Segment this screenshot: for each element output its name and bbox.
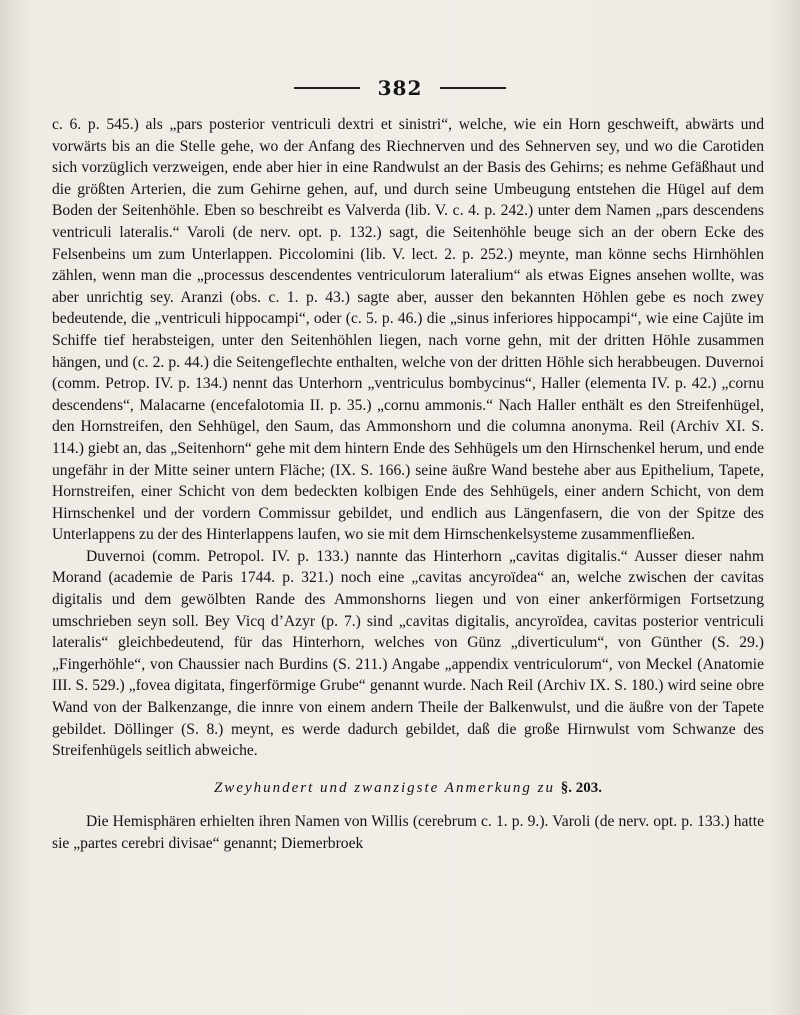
paragraph-hemisphaeren: Die Hemisphären erhielten ihren Namen von Willis (cerebrum c. 1. p. 9.). Varoli (de nerv. opt. p. 133.) hatte sie „partes cerebri divisae“ genannt; Diemerbroek (52, 813, 764, 852)
section-heading-text: Zweyhundert und zwanzigste Anmerkung zu (213, 779, 556, 796)
section-heading (52, 778, 764, 800)
header-rule-left (294, 87, 360, 89)
section-heading-ref: §. 203. (560, 779, 603, 796)
page-number: 382 (377, 76, 423, 100)
page-header (0, 72, 800, 104)
page-body (52, 114, 764, 855)
paragraph-continued: c. 6. p. 545.) als „pars posterior ventriculi dextri et sinistri“, welche, wie ein Horn geschweift, abwärts und vorwärts bis an die Stelle gehe, wo der Anfang des Riechnerven und des Sehnerven sey, und wo die Carotiden sich vorzüglich verzweigen, ende aber hier in eine Randwulst an der Basis des Gehirns; es nehme Gefäßhaut und die größten Arterien, die zum Gehirne gehen, auf, und durch seine Umbeugung entstehen die Hügel auf dem Boden der Seitenhöhle. Eben so beschreibt es Valverda (lib. V. c. 4. p. 242.) unter dem Namen „pars descendens ventriculi lateralis.“ Varoli (de nerv. opt. p. 132.) sagt, die Seitenhöhle beuge sich an der obern Ecke des Felsenbeins um zum Unterlappen. Piccolomini (lib. V. lect. 2. p. 252.) meynte, man könne sechs Hirnhöhlen zählen, wenn man die „processus descendentes ventriculorum lateralium“ als etwas Eignes ansehen wollte, was aber unrichtig sey. Aranzi (obs. c. 1. p. 43.) sagte aber, ausser den bekannten Höhlen gebe es noch zwey bedeutende, die „ventriculi hippocampi“, oder (c. 5. p. 46.) die „sinus inferiores hippocampi“, wie eine Cajüte im Schiffe tief herabsteigen, unter den Seitenhöhlen liegen, nach vorne gehn, mit der dritten Höhle zusammen hängen, und (c. 2. p. 44.) die Seitengeflechte enthalten, welche von der dritten Höhle sich herabbeugen. Duvernoi (comm. Petrop. IV. p. 134.) nennt das Unterhorn „ventriculus bombycinus“, Haller (elementa IV. p. 42.) „cornu descendens“, Malacarne (encefalotomia II. p. 35.) „cornu ammonis.“ Nach Haller enthält es den Streifenhügel, den Hornstreifen, den Sehhügel, den Saum, das Ammonshorn und die columna anonyma. Reil (Archiv XI. S. 114.) giebt an, das „Seitenhorn“ gehe mit dem hintern Ende des Sehhügels um den Hirnschenkel herum, und ende ungefähr in der Mitte seiner untern Fläche; (IX. S. 166.) seine äußre Wand bestehe aber aus Epithelium, Tapete, Hornstreifen, einer Schicht von dem bedeckten kolbigen Ende des Sehhügels, einer andern Schicht, von dem Hirnschenkel und der vordern Commissur gebildet, und endlich aus Längenfasern, die von der Spitze des Unterlappens zu der des Hinterlappens laufen, wo sie mit dem Hirnschenkelsysteme zusammenfließen. (52, 116, 764, 544)
header-rule-right (440, 87, 506, 89)
paragraph-hinterhorn: Duvernoi (comm. Petropol. IV. p. 133.) nannte das Hinterhorn „cavitas digitalis.“ Ausser dieser nahm Morand (academie de Paris 1744. p. 321.) noch eine „cavitas ancyroïdea“ an, welche zwischen der cavitas digitalis und dem gewölbten Rande des Ammonshorns liegen und von einer ankerförmigen Fortsetzung umschrieben seyn soll. Bey Vicq d’Azyr (p. 7.) sind „cavitas digitalis, ancyroïdea, cavitas posterior ventriculi lateralis“ gleichbedeutend, für das Hinterhorn, welches von Günz „diverticulum“, von Günther (S. 29.) „Fingerhöhle“, von Chaussier nach Burdins (S. 211.) Angabe „appendix ventriculorum“, von Meckel (Anatomie III. S. 529.) „fovea digitata, fingerförmige Grube“ genannt wurde. Nach Reil (Archiv IX. S. 180.) wird seine obre Wand von der Balkenzange, die innre von einem andern Theile der Balkenwulst, und die äußre von der Tapete gebildet. Döllinger (S. 8.) meynt, es werde dadurch gebildet, daß die große Hirnwulst vom Schwanze des Streifenhügels seitlich abweiche. (52, 547, 764, 760)
